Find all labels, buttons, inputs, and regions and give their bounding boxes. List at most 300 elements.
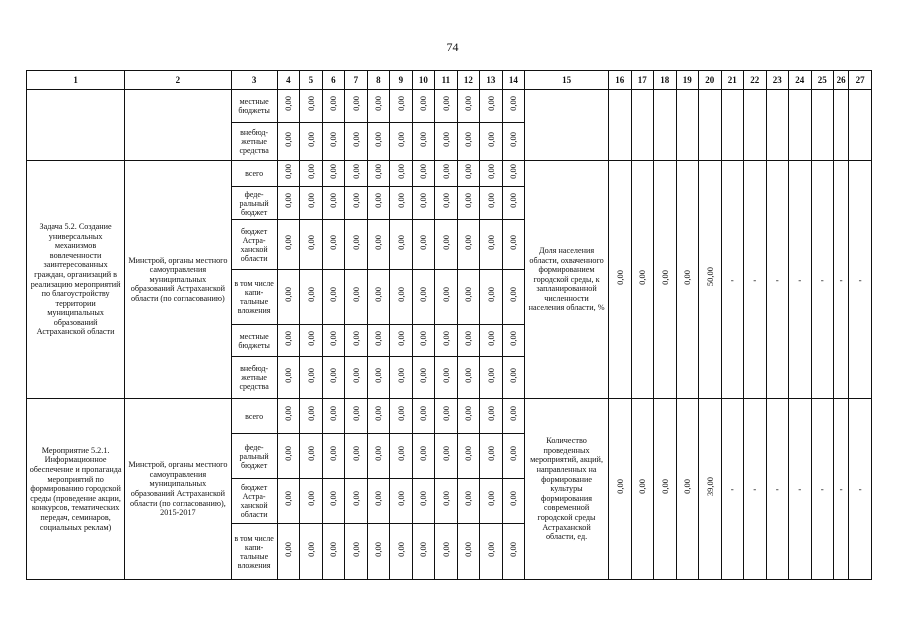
- finance-value-cell: [277, 357, 300, 399]
- column-header: 23: [766, 71, 789, 90]
- source-label: всего: [231, 399, 277, 434]
- column-header: 16: [609, 71, 632, 90]
- finance-value: 0,00: [283, 406, 294, 421]
- finance-value-cell: [412, 123, 435, 161]
- finance-value-cell: [435, 90, 458, 123]
- finance-value-cell: [345, 123, 368, 161]
- indicator-dash: -: [834, 399, 849, 580]
- indicator-dash: -: [849, 399, 872, 580]
- column-header: 3: [231, 71, 277, 90]
- finance-value-cell: [300, 220, 323, 270]
- finance-value: 0,00: [418, 163, 429, 179]
- finance-value-cell: [300, 399, 323, 434]
- finance-value: 0,00: [485, 446, 496, 461]
- indicator-dash: -: [834, 161, 849, 399]
- finance-value: 0,00: [373, 367, 384, 383]
- indicator-value: 0,00: [659, 269, 670, 285]
- finance-value-cell: [435, 220, 458, 270]
- finance-value: 0,00: [373, 287, 384, 302]
- finance-value: 0,00: [373, 131, 384, 147]
- finance-value-cell: [322, 90, 345, 123]
- finance-value-cell: [502, 325, 525, 357]
- indicator-value-cell: [631, 399, 654, 580]
- finance-value-cell: [480, 357, 503, 399]
- continued-empty: [525, 90, 609, 161]
- finance-value: 0,00: [508, 193, 519, 208]
- finance-value: 0,00: [305, 287, 316, 302]
- finance-value-cell: [435, 479, 458, 524]
- finance-value: 0,00: [283, 287, 294, 302]
- continued-empty: [834, 90, 849, 161]
- column-header: 6: [322, 71, 345, 90]
- finance-value-cell: [435, 524, 458, 580]
- finance-value-cell: [345, 524, 368, 580]
- finance-value-cell: [322, 524, 345, 580]
- finance-value: 0,00: [283, 491, 294, 506]
- column-header: 25: [811, 71, 834, 90]
- finance-value-cell: [457, 123, 480, 161]
- finance-value: 0,00: [440, 330, 451, 346]
- finance-value-cell: [390, 479, 413, 524]
- finance-value: 0,00: [373, 330, 384, 346]
- finance-value-cell: [480, 220, 503, 270]
- finance-value: 0,00: [508, 96, 519, 111]
- continued-empty: [699, 90, 722, 161]
- finance-value-cell: [367, 270, 390, 325]
- finance-value: 0,00: [440, 287, 451, 302]
- finance-value: 0,00: [418, 446, 429, 461]
- finance-value: 0,00: [418, 367, 429, 383]
- source-label: в том числе капи-тальные вложения: [231, 524, 277, 580]
- finance-value: 0,00: [440, 234, 451, 250]
- finance-value-cell: [457, 524, 480, 580]
- indicator-value-cell: [654, 399, 677, 580]
- finance-value: 0,00: [463, 163, 474, 179]
- column-header: 11: [435, 71, 458, 90]
- finance-value: 0,00: [373, 446, 384, 461]
- finance-value: 0,00: [508, 491, 519, 506]
- finance-value: 0,00: [508, 287, 519, 302]
- column-header: 18: [654, 71, 677, 90]
- finance-value-cell: [435, 325, 458, 357]
- finance-value-cell: [277, 161, 300, 187]
- finance-value: 0,00: [508, 234, 519, 250]
- source-label: бюджет Астра-ханской области: [231, 220, 277, 270]
- finance-value-cell: [277, 187, 300, 220]
- continued-empty: [811, 90, 834, 161]
- finance-value: 0,00: [373, 406, 384, 421]
- finance-value-cell: [412, 161, 435, 187]
- finance-value: 0,00: [418, 131, 429, 147]
- finance-value-cell: [502, 524, 525, 580]
- finance-value-cell: [367, 479, 390, 524]
- finance-value-cell: [322, 161, 345, 187]
- continued-empty: [27, 90, 125, 161]
- finance-value-cell: [480, 479, 503, 524]
- indicator-dash: -: [721, 161, 744, 399]
- indicator-value: 0,00: [637, 479, 647, 494]
- finance-value: 0,00: [418, 406, 429, 421]
- finance-value: 0,00: [463, 541, 474, 557]
- finance-value-cell: [277, 270, 300, 325]
- finance-value-cell: [345, 479, 368, 524]
- finance-value: 0,00: [350, 96, 361, 111]
- column-header: 13: [480, 71, 503, 90]
- finance-value: 0,00: [373, 541, 384, 557]
- finance-value-cell: [277, 325, 300, 357]
- finance-value-cell: [277, 479, 300, 524]
- finance-value-cell: [345, 399, 368, 434]
- finance-value-cell: [457, 434, 480, 479]
- finance-value: 0,00: [418, 193, 429, 208]
- finance-value-cell: [367, 161, 390, 187]
- finance-value-cell: [502, 90, 525, 123]
- indicator-value: 0,00: [659, 479, 670, 494]
- finance-value-cell: [390, 357, 413, 399]
- finance-value-cell: [322, 479, 345, 524]
- indicator-dash: -: [811, 161, 834, 399]
- finance-value: 0,00: [508, 446, 519, 461]
- finance-value: 0,00: [508, 131, 519, 147]
- finance-value-cell: [480, 434, 503, 479]
- finance-value: 0,00: [395, 541, 406, 557]
- finance-value: 0,00: [440, 163, 451, 179]
- finance-value-cell: [412, 399, 435, 434]
- finance-value: 0,00: [350, 163, 361, 179]
- finance-value-cell: [367, 187, 390, 220]
- finance-value-cell: [390, 161, 413, 187]
- finance-value-cell: [480, 399, 503, 434]
- finance-value: 0,00: [463, 406, 474, 421]
- finance-value-cell: [412, 187, 435, 220]
- finance-value-cell: [412, 524, 435, 580]
- finance-value: 0,00: [305, 491, 316, 506]
- finance-value: 0,00: [283, 330, 294, 346]
- finance-value: 0,00: [440, 96, 451, 111]
- finance-value-cell: [435, 434, 458, 479]
- budget-table: [26, 70, 872, 580]
- finance-value: 0,00: [395, 163, 406, 179]
- finance-value: 0,00: [395, 287, 406, 302]
- indicator-text: Доля населения области, охваченного формированием городской среды, к запланированной численности населения области, %: [525, 161, 609, 399]
- finance-value-cell: [502, 187, 525, 220]
- finance-value-cell: [322, 123, 345, 161]
- header-row: [27, 71, 872, 90]
- table-row: [27, 161, 872, 187]
- finance-value: 0,00: [328, 193, 339, 208]
- finance-value: 0,00: [485, 163, 496, 179]
- indicator-value-cell: [609, 399, 632, 580]
- indicator-dash: -: [789, 161, 812, 399]
- finance-value: 0,00: [440, 367, 451, 383]
- column-header: 7: [345, 71, 368, 90]
- finance-value: 0,00: [440, 541, 451, 557]
- finance-value: 0,00: [463, 491, 474, 506]
- indicator-value-cell: [676, 399, 699, 580]
- indicator-dash: -: [721, 399, 744, 580]
- finance-value: 0,00: [440, 491, 451, 506]
- column-header: 24: [789, 71, 812, 90]
- indicator-dash: -: [766, 161, 789, 399]
- finance-value: 0,00: [283, 96, 294, 111]
- finance-value: 0,00: [305, 163, 316, 179]
- finance-value: 0,00: [395, 234, 406, 250]
- finance-value: 0,00: [350, 234, 361, 250]
- finance-value-cell: [300, 123, 323, 161]
- finance-value: 0,00: [485, 96, 496, 111]
- continued-empty: [766, 90, 789, 161]
- finance-value-cell: [300, 325, 323, 357]
- source-label: феде-ральный бюджет: [231, 187, 277, 220]
- finance-value: 0,00: [283, 234, 294, 250]
- finance-value: 0,00: [463, 367, 474, 383]
- finance-value: 0,00: [283, 163, 294, 179]
- finance-value: 0,00: [485, 131, 496, 147]
- measure-name: Мероприятие 5.2.1. Информационное обеспечение и пропаганда мероприятий по формированию городской среды (проведение акции, конкурсов, тематических передач, семинаров, социальных реклам): [27, 399, 125, 580]
- finance-value: 0,00: [350, 193, 361, 208]
- finance-value: 0,00: [350, 406, 361, 421]
- finance-value-cell: [502, 161, 525, 187]
- column-header: 5: [300, 71, 323, 90]
- finance-value-cell: [367, 325, 390, 357]
- finance-value: 0,00: [463, 287, 474, 302]
- finance-value-cell: [390, 434, 413, 479]
- column-header: 26: [834, 71, 849, 90]
- column-header: 27: [849, 71, 872, 90]
- finance-value-cell: [480, 524, 503, 580]
- continued-empty: [744, 90, 767, 161]
- finance-value: 0,00: [395, 96, 406, 111]
- finance-value: 0,00: [328, 163, 339, 179]
- finance-value-cell: [300, 479, 323, 524]
- finance-value: 0,00: [328, 96, 339, 111]
- continued-empty: [789, 90, 812, 161]
- finance-value: 0,00: [485, 367, 496, 383]
- finance-value: 0,00: [418, 541, 429, 557]
- finance-value: 0,00: [350, 541, 361, 557]
- continued-empty: [676, 90, 699, 161]
- finance-value-cell: [322, 434, 345, 479]
- finance-value: 0,00: [305, 367, 316, 383]
- finance-value: 0,00: [328, 406, 339, 421]
- finance-value-cell: [367, 524, 390, 580]
- finance-value-cell: [300, 357, 323, 399]
- finance-value: 0,00: [418, 96, 429, 111]
- finance-value: 0,00: [440, 131, 451, 147]
- finance-value: 0,00: [418, 234, 429, 250]
- finance-value: 0,00: [305, 193, 316, 208]
- finance-value: 0,00: [418, 287, 429, 302]
- finance-value-cell: [457, 161, 480, 187]
- finance-value: 0,00: [328, 234, 339, 250]
- finance-value-cell: [322, 399, 345, 434]
- indicator-target-value: 50,00: [704, 267, 715, 287]
- finance-value: 0,00: [463, 96, 474, 111]
- continued-empty: [609, 90, 632, 161]
- source-label: в том числе капи-тальные вложения: [231, 270, 277, 325]
- finance-value: 0,00: [463, 131, 474, 147]
- finance-value-cell: [502, 357, 525, 399]
- finance-value-cell: [480, 123, 503, 161]
- finance-value-cell: [502, 399, 525, 434]
- finance-value-cell: [390, 270, 413, 325]
- finance-value-cell: [300, 90, 323, 123]
- finance-value: 0,00: [305, 131, 316, 147]
- finance-value: 0,00: [305, 541, 316, 557]
- finance-value-cell: [457, 220, 480, 270]
- finance-value-cell: [390, 325, 413, 357]
- finance-value: 0,00: [305, 96, 316, 111]
- finance-value-cell: [435, 187, 458, 220]
- finance-value: 0,00: [328, 541, 339, 557]
- finance-value-cell: [322, 220, 345, 270]
- finance-value: 0,00: [373, 96, 384, 111]
- finance-value: 0,00: [440, 446, 451, 461]
- task-executor: Минстрой, органы местного самоуправления муниципальных образований Астраханской области (по согласованию): [125, 161, 231, 399]
- indicator-value: 0,00: [614, 479, 625, 494]
- finance-value-cell: [502, 479, 525, 524]
- finance-value: 0,00: [283, 367, 294, 383]
- finance-value: 0,00: [485, 193, 496, 208]
- finance-value-cell: [300, 161, 323, 187]
- page-number: 74: [446, 40, 459, 54]
- finance-value-cell: [322, 270, 345, 325]
- indicator-text: Количество проведенных мероприятий, акций, направленных на формирование культуры формирования современной городской среды Астраханской области, ед.: [525, 399, 609, 580]
- finance-value: 0,00: [283, 446, 294, 461]
- finance-value-cell: [345, 434, 368, 479]
- finance-value-cell: [457, 187, 480, 220]
- finance-value: 0,00: [395, 193, 406, 208]
- column-header: 22: [744, 71, 767, 90]
- source-label: местные бюджеты: [231, 325, 277, 357]
- finance-value: 0,00: [418, 491, 429, 506]
- task-name: Задача 5.2. Создание универсальных механизмов вовлеченности заинтересованных граждан, организаций в реализацию мероприятий по благоустройству территории муниципальных образований Астраханской области: [27, 161, 125, 399]
- finance-value-cell: [277, 90, 300, 123]
- finance-value: 0,00: [350, 131, 361, 147]
- finance-value: 0,00: [373, 163, 384, 179]
- finance-value-cell: [345, 220, 368, 270]
- finance-value: 0,00: [418, 330, 429, 346]
- finance-value-cell: [367, 434, 390, 479]
- finance-value-cell: [300, 187, 323, 220]
- finance-value: 0,00: [485, 287, 496, 302]
- finance-value-cell: [412, 270, 435, 325]
- finance-value-cell: [502, 220, 525, 270]
- finance-value: 0,00: [440, 193, 451, 208]
- finance-value-cell: [277, 399, 300, 434]
- finance-value: 0,00: [508, 330, 519, 346]
- finance-value: 0,00: [395, 330, 406, 346]
- finance-value-cell: [367, 123, 390, 161]
- indicator-value: 0,00: [682, 269, 692, 285]
- indicator-dash: -: [744, 161, 767, 399]
- finance-value-cell: [412, 357, 435, 399]
- finance-value: 0,00: [283, 131, 294, 147]
- column-header: 8: [367, 71, 390, 90]
- finance-value: 0,00: [485, 491, 496, 506]
- indicator-target-value-cell: [699, 161, 722, 399]
- finance-value: 0,00: [508, 163, 519, 179]
- source-label: феде-ральный бюджет: [231, 434, 277, 479]
- finance-value-cell: [457, 325, 480, 357]
- finance-value: 0,00: [395, 367, 406, 383]
- continued-empty: [721, 90, 744, 161]
- finance-value-cell: [345, 270, 368, 325]
- finance-value: 0,00: [373, 193, 384, 208]
- finance-value: 0,00: [463, 193, 474, 208]
- finance-value-cell: [435, 399, 458, 434]
- indicator-value: 0,00: [614, 269, 625, 285]
- finance-value-cell: [367, 90, 390, 123]
- finance-value-cell: [345, 90, 368, 123]
- finance-value-cell: [367, 220, 390, 270]
- finance-value: 0,00: [463, 330, 474, 346]
- finance-value-cell: [502, 270, 525, 325]
- finance-value: 0,00: [350, 491, 361, 506]
- finance-value: 0,00: [350, 367, 361, 383]
- indicator-dash: -: [849, 161, 872, 399]
- finance-value: 0,00: [395, 406, 406, 421]
- finance-value: 0,00: [485, 406, 496, 421]
- finance-value-cell: [412, 220, 435, 270]
- indicator-target-value-cell: [699, 399, 722, 580]
- indicator-value-cell: [676, 161, 699, 399]
- finance-value-cell: [480, 90, 503, 123]
- finance-value: 0,00: [350, 446, 361, 461]
- finance-value-cell: [435, 161, 458, 187]
- finance-value: 0,00: [373, 491, 384, 506]
- finance-value-cell: [277, 123, 300, 161]
- finance-value-cell: [390, 524, 413, 580]
- finance-value-cell: [367, 357, 390, 399]
- indicator-dash: -: [789, 399, 812, 580]
- finance-value: 0,00: [350, 330, 361, 346]
- source-label: всего: [231, 161, 277, 187]
- column-header: 15: [525, 71, 609, 90]
- finance-value: 0,00: [395, 491, 406, 506]
- source-label: бюджет Астра-ханской области: [231, 479, 277, 524]
- finance-value-cell: [300, 270, 323, 325]
- finance-value: 0,00: [463, 446, 474, 461]
- finance-value: 0,00: [440, 406, 451, 421]
- finance-value-cell: [345, 187, 368, 220]
- finance-value: 0,00: [328, 491, 339, 506]
- finance-value-cell: [480, 161, 503, 187]
- finance-value-cell: [435, 123, 458, 161]
- finance-value-cell: [277, 434, 300, 479]
- finance-value-cell: [322, 357, 345, 399]
- column-header: 19: [676, 71, 699, 90]
- finance-value: 0,00: [328, 287, 339, 302]
- indicator-dash: -: [744, 399, 767, 580]
- finance-value: 0,00: [328, 131, 339, 147]
- finance-value-cell: [457, 357, 480, 399]
- finance-value-cell: [412, 325, 435, 357]
- finance-value-cell: [480, 325, 503, 357]
- finance-value-cell: [345, 325, 368, 357]
- column-header: 1: [27, 71, 125, 90]
- source-label: внебюд-жетные средства: [231, 123, 277, 161]
- continued-empty: [631, 90, 654, 161]
- measure-executor: Минстрой, органы местного самоуправления муниципальных образований Астраханской области (по согласованию), 2015-2017: [125, 399, 231, 580]
- finance-value: 0,00: [485, 330, 496, 346]
- finance-value-cell: [412, 90, 435, 123]
- finance-value: 0,00: [305, 406, 316, 421]
- finance-value-cell: [322, 325, 345, 357]
- finance-value-cell: [390, 399, 413, 434]
- finance-value: 0,00: [305, 446, 316, 461]
- indicator-value-cell: [609, 161, 632, 399]
